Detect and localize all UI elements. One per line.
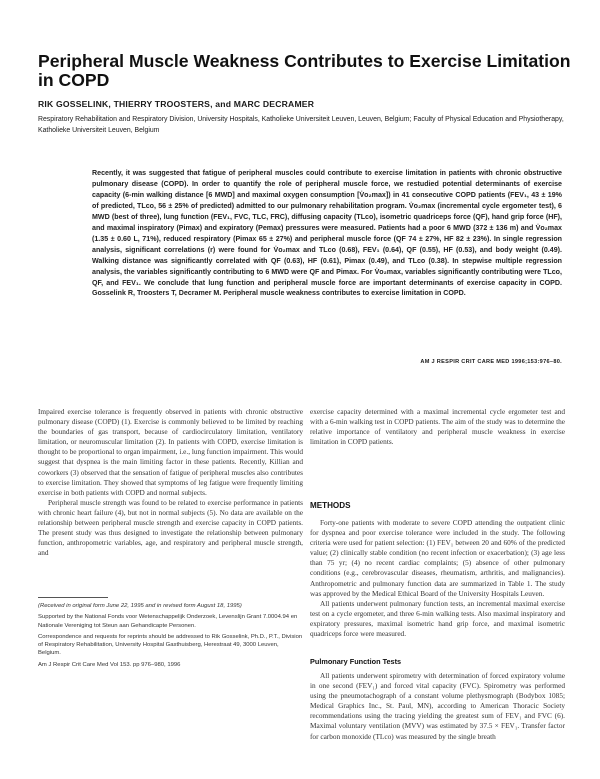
- author-list: RIK GOSSELINK, THIERRY TROOSTERS, and MARC DECRAMER: [38, 99, 315, 109]
- footnote-divider: [38, 597, 108, 598]
- methods-paragraph-2: All patients underwent pulmonary function tests, an incremental maximal exercise test on a cycle ergometer, and three 6-min walking tests. Also maximal inspiratory and expiratory pressures, maximal isometric hand grip force, and maximal isometric quadriceps force were measured.: [310, 598, 565, 639]
- footnote-received: (Received in original form June 22, 1995 and in revised form August 18, 1995): [38, 603, 242, 609]
- pulmonary-function-body: [310, 671, 565, 742]
- intro-paragraph-2: Peripheral muscle strength was found to be related to exercise performance in patients with chronic heart failure (4), but not in normal subjects (5). No data are available on the relationship between peripheral muscle strength and exercise capacity in COPD patients. The present study was thus designed to investigate the relationship between pulmonary function, anthropometric variables, age, and respiratory and peripheral muscle strength, and: [38, 497, 303, 558]
- abstract: [92, 168, 562, 299]
- affiliation: Respiratory Rehabilitation and Respiratory Division, University Hospitals, Katholieke Universiteit Leuven, Leuven, Belgium; Faculty of Physical Education and Physiotherapy, Katholieke Universiteit Leuven, Belgium: [38, 116, 564, 134]
- footnote-support: Supported by the National Fonds voor Wetenschappelijk Onderzoek, Levenslijn Grant 7.0004.94 en Nationale Vereniging tot Steun aan Gehandicapte Personen.: [38, 614, 298, 629]
- article-title: Peripheral Muscle Weakness Contributes to Exercise Limitation in COPD: [38, 51, 571, 90]
- methods-heading: METHODS: [310, 501, 351, 510]
- footnotes: [38, 602, 303, 672]
- introduction-left-column: [38, 407, 303, 558]
- footnote-correspondence: Correspondence and requests for reprints should be addressed to Rik Gosselink, Ph.D., P.T., Division of Respiratory Rehabilitation, University Hospital Gasthuisberg, Herestraat 49, 3000 Leuven, Belgium.: [38, 633, 303, 657]
- abstract-text: Recently, it was suggested that fatigue of peripheral muscles could contribute to exercise limitation in patients with chronic obstructive pulmonary disease (COPD). In order to quantify the role of peripheral muscle force, we restudied potential determinants of exercise capacity (6-min walking distance [6 MWD] and maximal oxygen consumption [V̇o₂max]) in 41 consecutive COPD patients (FEV₁, 43 ± 19% of predicted, TLco, 56 ± 25% of predicted) admitted to our pulmonary rehabilitation program. V̇o₂max (incremental cycle ergometer test), 6 MWD (best of three), lung function (FEV₁, FVC, TLC, FRC), diffusing capacity (TLco), isometric quadriceps force (QF), hand grip force (HF), and maximal inspiratory (Pimax) and expiratory (Pemax) pressures were measured. Patients had a poor 6 MWD (372 ± 136 m) and V̇o₂max (1.35 ± 0.60 L, 71%), reduced respiratory (Pimax 65 ± 27%) and peripheral muscle force (QF 74 ± 27%, HF 82 ± 23%). In single regression analysis, significant correlations (r) were found for V̇o₂max and TLco (0.68), FEV₁ (0.64), QF (0.55), HF (0.53), and body weight (0.49). Walking distance was significantly correlated with QF (0.63), HF (0.61), Pimax (0.49), and TLco (0.38). In stepwise multiple regression analysis, the variables significantly contributing to 6 MWD were QF and Pimax. For V̇o₂max, variables significantly contributing were TLco, QF, and FEV₁. We conclude that lung function and peripheral muscle force are important determinants of exercise capacity in COPD. Gosselink R, Troosters T, Decramer M. Peripheral muscle weakness contributes to exercise limitation in COPD.: [92, 169, 562, 298]
- abstract-citation: AM J RESPIR CRIT CARE MED 1996;153:976–80.: [420, 359, 562, 365]
- methods-paragraph-1: Forty-one patients with moderate to severe COPD attending the outpatient clinic for dyspnea and poor exercise tolerance were included in the study. The following criteria were used for patient selection: (1) FEV₁ between 20 and 60% of the predicted value; (2) clinically stable condition (no recent infection or exacerbation); (3) age less than 75 yr; (4) no recent cardiac complaints; (5) absence of other pulmonary conditions (e.g., cerebrovascular diseases, rheumatism, arthritis, and malignancies). Anthropometric and pulmonary function data are summarized in Table 1. The study was approved by the Medical Ethical Board of the University Hospitals Leuven.: [310, 518, 565, 598]
- introduction-right-column: [310, 407, 565, 447]
- footnote-journal: Am J Respir Crit Care Med Vol 153. pp 976–980, 1996: [38, 661, 181, 668]
- pulmonary-function-paragraph: All patients underwent spirometry with determination of forced expiratory volume in one second (FEV₁) and forced vital capacity (FVC). Spirometry was performed using the pneumotachograph of a constant volume plethysmograph (Bodybox 1085; Medical Graphics Inc., St. Paul, MN), according to American Thoracic Society recommendations using the tracing yielding the greatest sum of FEV₁ and FVC (6). Maximal voluntary ventilation (MVV) was estimated by 37.5 × FEV₁. Transfer factor for carbon monoxide (TLco) was measured by the single breath: [310, 671, 565, 741]
- intro-paragraph-1: Impaired exercise tolerance is frequently observed in patients with chronic obstructive pulmonary disease (COPD) (1). Exercise is commonly believed to be limited by reaching the boundaries of gas transport, because of cardiocirculatory limitation, ventilatory limitation, or neuromuscular limitation (2). In patients with COPD, exercise limitation is thought to be proportional to organ impairment, i.e., lung function impairment. This would suggest that dyspnea is the main limiting factor in these patients. Recently, Killian and coworkers (3) observed that the sensation of fatigue of peripheral muscles also contributes to exercise limitation. They showed that symptoms of leg fatigue were frequently limiting exercise in both patients with COPD and normal subjects.: [38, 407, 304, 497]
- pulmonary-function-heading: Pulmonary Function Tests: [310, 657, 402, 666]
- intro-paragraph-3: exercise capacity determined with a maximal incremental cycle ergometer test and with a 6-min walking test in COPD patients. The aim of the study was to determine the relative importance of ventilatory and peripheral muscle weakness in exercise limitation in COPD patients.: [310, 407, 565, 447]
- methods-body: [310, 518, 565, 639]
